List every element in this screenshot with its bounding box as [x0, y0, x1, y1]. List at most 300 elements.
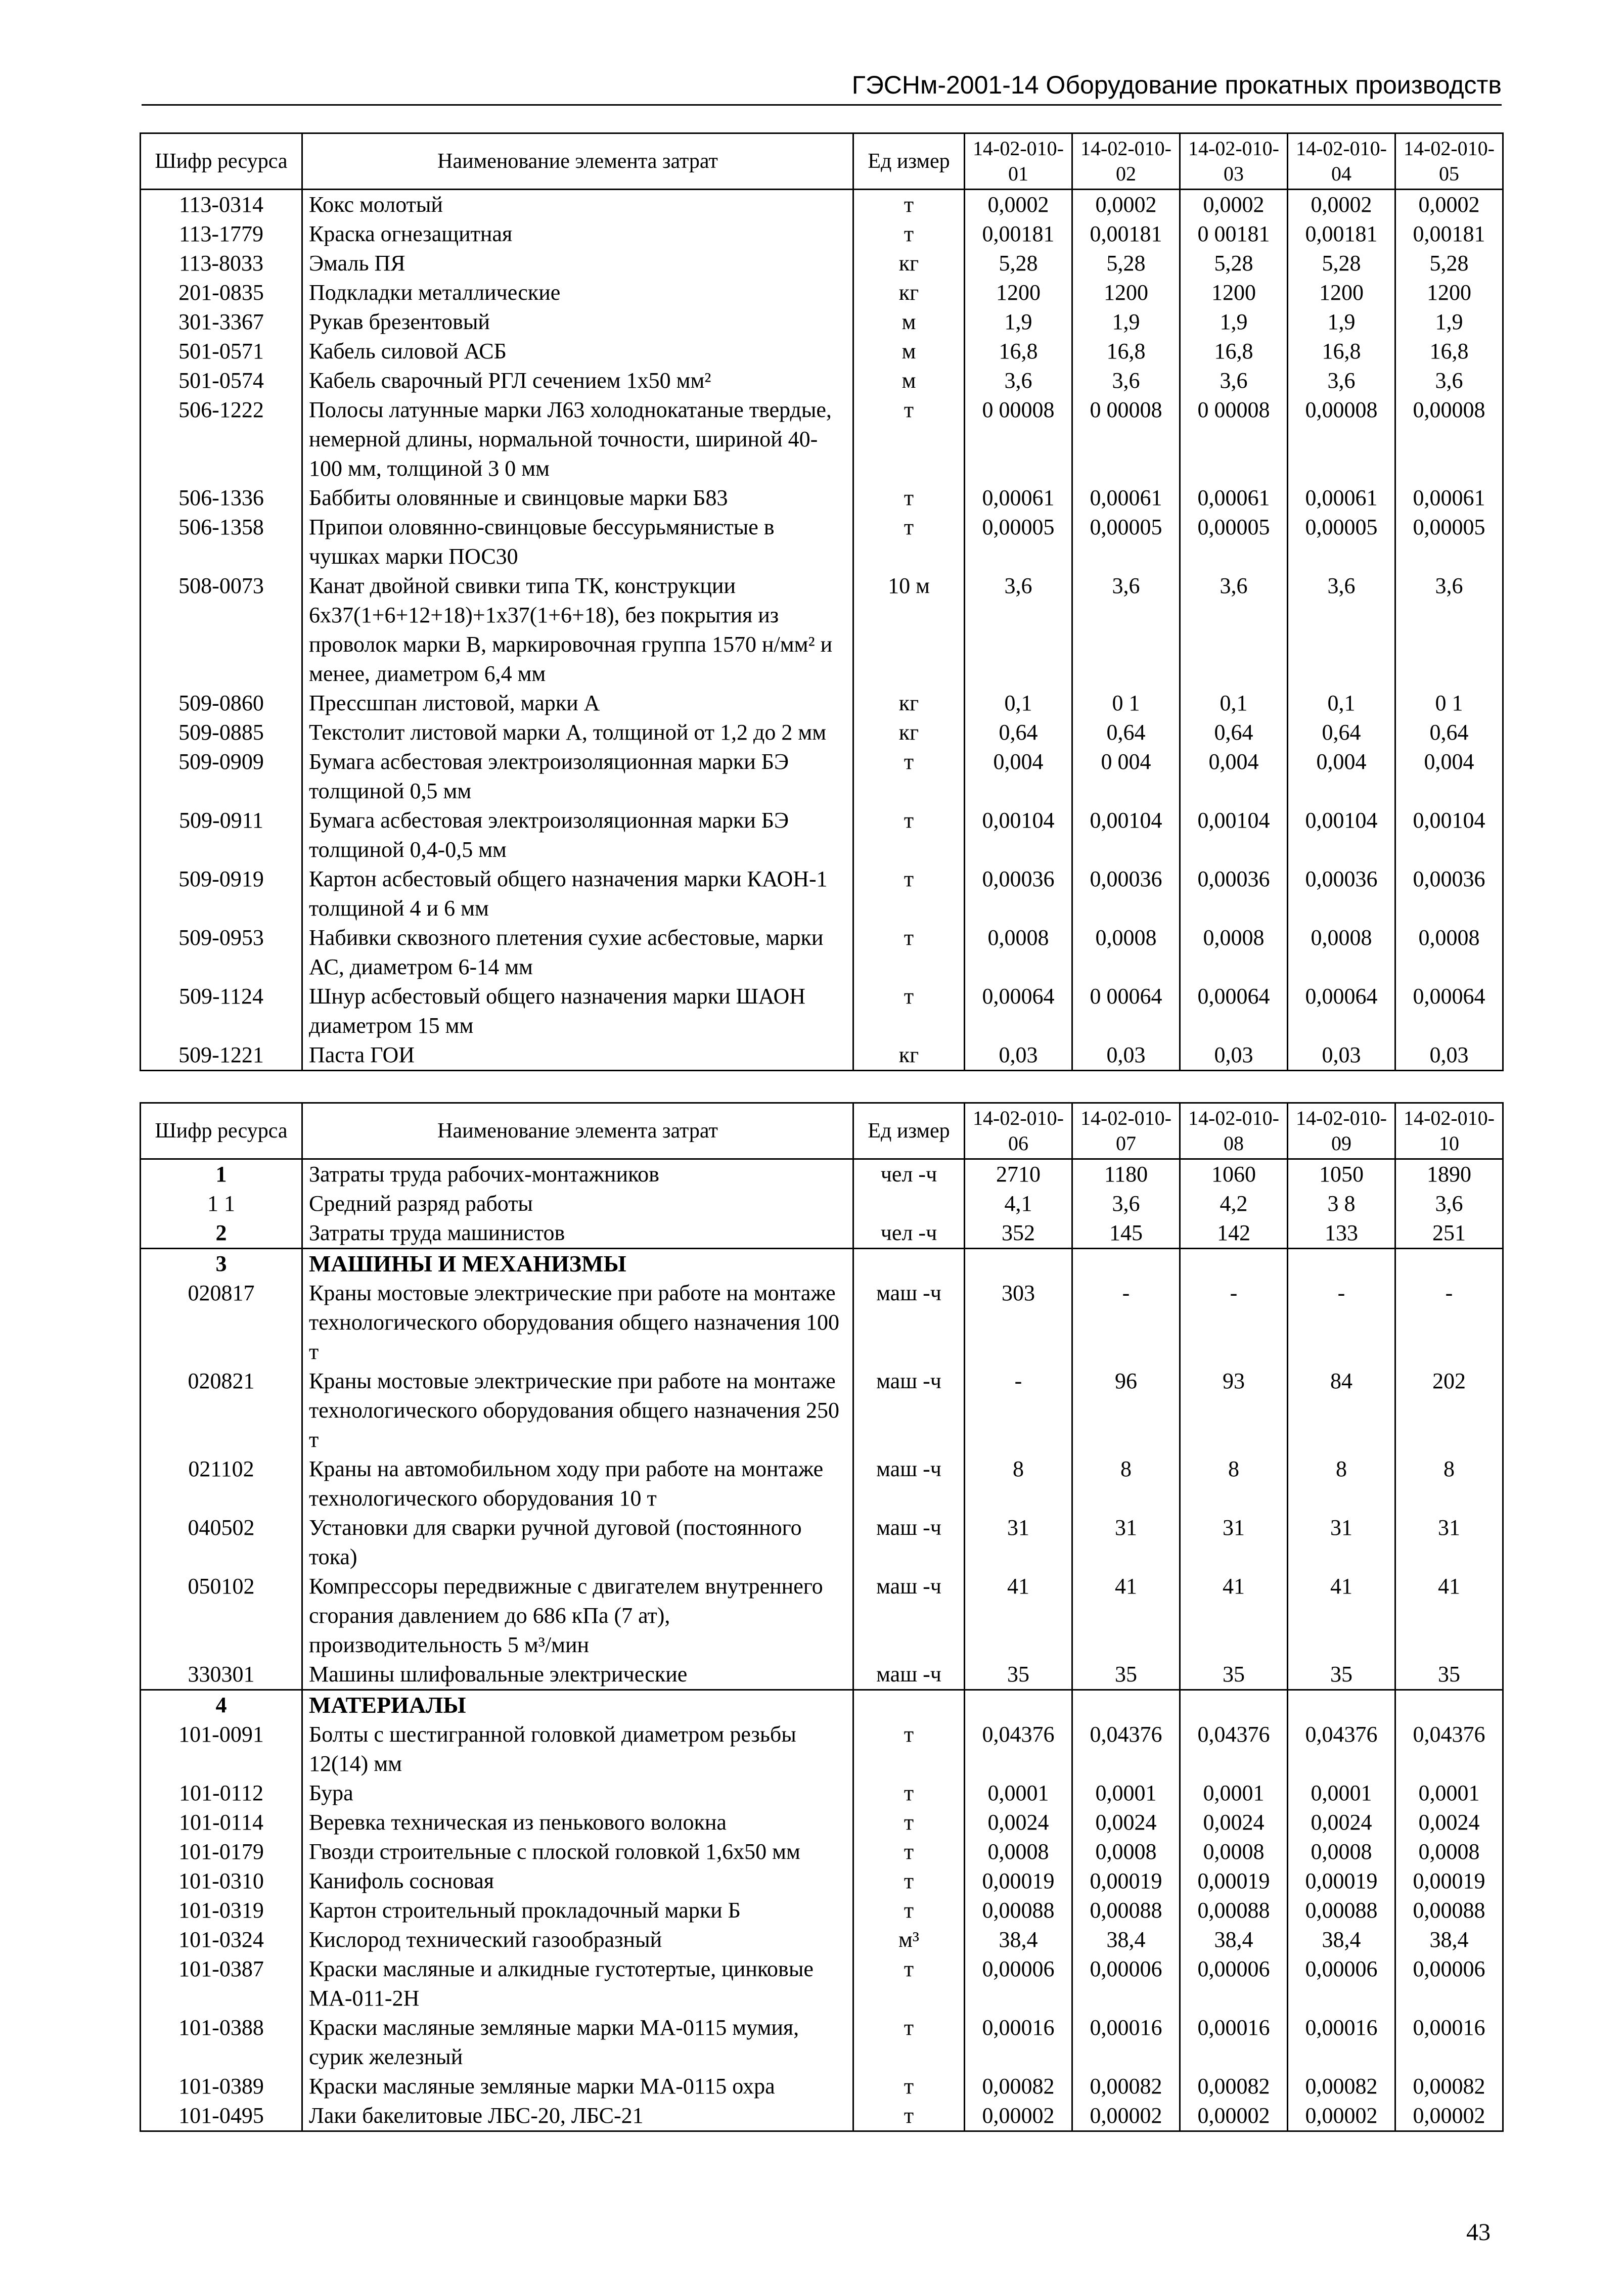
resource-value: 31 [1180, 1513, 1288, 1572]
resource-value: 0,004 [965, 747, 1072, 806]
resource-name: Кокс молотый [302, 190, 853, 220]
resource-value: 0,00036 [1288, 864, 1395, 923]
resource-value: 0 004 [1072, 747, 1180, 806]
resource-code: 509-0860 [141, 689, 302, 718]
resource-name: Затраты труда рабочих-монтажников [302, 1159, 853, 1190]
table-row [141, 571, 1503, 689]
resource-value: 0,0002 [1072, 190, 1180, 220]
table-row [141, 864, 1503, 923]
resource-value: 0 1 [1395, 689, 1503, 718]
resource-value: 4,2 [1180, 1189, 1288, 1218]
resource-value: 3,6 [965, 571, 1072, 689]
resource-unit: т [853, 2101, 965, 2131]
table-row [141, 1925, 1503, 1954]
resource-value: 0,00002 [1072, 2101, 1180, 2131]
resource-value: 0,00016 [1395, 2013, 1503, 2072]
resource-value: 0,0001 [1288, 1779, 1395, 1808]
resource-value: 0,00064 [965, 982, 1072, 1040]
resource-value: 0,0001 [965, 1779, 1072, 1808]
table-row [141, 1779, 1503, 1808]
resource-value: 93 [1180, 1367, 1288, 1454]
resource-unit: т [853, 395, 965, 483]
resource-unit: т [853, 806, 965, 864]
header-col-4: 14-02-010-04 [1288, 133, 1395, 190]
resource-value: 16,8 [1180, 337, 1288, 366]
table-row [141, 1218, 1503, 1249]
resource-value: 0,00036 [1072, 864, 1180, 923]
resource-value: 0,03 [1180, 1040, 1288, 1071]
resource-value: 1200 [1288, 278, 1395, 307]
table-row [141, 2013, 1503, 2072]
resource-name: Гвозди строительные с плоской головкой 1,6х50 мм [302, 1837, 853, 1866]
resource-value: 1,9 [1180, 307, 1288, 337]
resource-value: 0,0008 [1395, 1837, 1503, 1866]
resource-unit: кг [853, 689, 965, 718]
resource-name: Машины шлифовальные электрические [302, 1660, 853, 1690]
resource-code: 113-8033 [141, 249, 302, 278]
resource-value [1072, 1690, 1180, 1720]
resource-code: 2 [141, 1218, 302, 1249]
resource-code: 101-0091 [141, 1720, 302, 1779]
resource-value: 3,6 [1395, 1189, 1503, 1218]
resource-name: Набивки сквозного плетения сухие асбестовые, марки АС, диаметром 6-14 мм [302, 923, 853, 982]
resource-code: 101-0319 [141, 1896, 302, 1925]
resource-name: Затраты труда машинистов [302, 1218, 853, 1249]
resource-value: 0,00008 [1288, 395, 1395, 483]
resource-value: 5,28 [1395, 249, 1503, 278]
resource-unit: кг [853, 718, 965, 747]
resource-value: 0,0002 [965, 190, 1072, 220]
table-row [141, 1572, 1503, 1660]
resource-value: 0 00181 [1180, 219, 1288, 249]
resource-name: Средний разряд работы [302, 1189, 853, 1218]
resource-value: 251 [1395, 1218, 1503, 1249]
table-row [141, 982, 1503, 1040]
resource-name: Краны на автомобильном ходу при работе на монтаже технологического оборудования 10 т [302, 1454, 853, 1513]
resource-name: Болты с шестигранной головкой диаметром резьбы 12(14) мм [302, 1720, 853, 1779]
resource-code: 506-1358 [141, 513, 302, 571]
resource-value: 5,28 [965, 249, 1072, 278]
resource-value: 0,64 [965, 718, 1072, 747]
resource-value: - [1072, 1279, 1180, 1367]
resource-value: 0,004 [1288, 747, 1395, 806]
resource-value: 0,00005 [1395, 513, 1503, 571]
table-header-row [141, 133, 1503, 190]
resource-value: 0,0002 [1288, 190, 1395, 220]
resource-name: Канат двойной свивки типа ТК, конструкции 6х37(1+6+12+18)+1х37(1+6+18), без покрытия из проволок марки В, маркировочная группа 1570 н/мм² и менее, диаметром 6,4 мм [302, 571, 853, 689]
table-row [141, 395, 1503, 483]
resource-unit: т [853, 1720, 965, 1779]
resource-value: 0,00181 [965, 219, 1072, 249]
resource-value: 38,4 [1072, 1925, 1180, 1954]
resource-value: - [1180, 1279, 1288, 1367]
resource-value: 96 [1072, 1367, 1180, 1454]
resource-value: 0,0008 [1288, 923, 1395, 982]
resource-code: 1 [141, 1159, 302, 1190]
table-row [141, 1367, 1503, 1454]
resource-unit [853, 1690, 965, 1720]
resource-value: 16,8 [1395, 337, 1503, 366]
resource-value: 41 [965, 1572, 1072, 1660]
resource-code: 508-0073 [141, 571, 302, 689]
resource-value: 0,00019 [1072, 1866, 1180, 1896]
resource-value: 0,00016 [965, 2013, 1072, 2072]
resource-value: 0,004 [1180, 747, 1288, 806]
resource-value: 41 [1395, 1572, 1503, 1660]
resource-value: 84 [1288, 1367, 1395, 1454]
resource-code: 501-0571 [141, 337, 302, 366]
resource-value: 0,03 [1288, 1040, 1395, 1071]
header-col-3: 14-02-010-08 [1180, 1103, 1288, 1159]
header-name: Наименование элемента затрат [302, 1103, 853, 1159]
resource-value: 0,00061 [1072, 483, 1180, 513]
resource-value: 35 [1072, 1660, 1180, 1690]
section-row [141, 1690, 1503, 1720]
resource-value: 3,6 [1395, 571, 1503, 689]
table-row [141, 1040, 1503, 1071]
resources-table-1 [140, 132, 1504, 1071]
resource-value: 0,04376 [1288, 1720, 1395, 1779]
resource-value: 0,00008 [1395, 395, 1503, 483]
resource-code: 101-0388 [141, 2013, 302, 2072]
resource-value: 0,0008 [1180, 1837, 1288, 1866]
resource-name: Бумага асбестовая электроизоляционная марки БЭ толщиной 0,5 мм [302, 747, 853, 806]
resource-unit: чел -ч [853, 1159, 965, 1190]
resource-value: 41 [1180, 1572, 1288, 1660]
resource-value [965, 1249, 1072, 1279]
resource-value: 0,00016 [1288, 2013, 1395, 2072]
resource-value [1288, 1249, 1395, 1279]
resource-value: 0,00181 [1072, 219, 1180, 249]
resource-code: 501-0574 [141, 366, 302, 395]
resource-value: 16,8 [965, 337, 1072, 366]
resource-code: 101-0495 [141, 2101, 302, 2131]
resource-value: 0,00016 [1180, 2013, 1288, 2072]
resource-value: 3,6 [1072, 571, 1180, 689]
resource-value: 0,00002 [1288, 2101, 1395, 2131]
resource-value [1180, 1249, 1288, 1279]
resource-value: 0,0001 [1072, 1779, 1180, 1808]
resource-value: 133 [1288, 1218, 1395, 1249]
resource-code: 020821 [141, 1367, 302, 1454]
resource-value: 0,00104 [1395, 806, 1503, 864]
resource-value [1072, 1249, 1180, 1279]
header-col-5: 14-02-010-10 [1395, 1103, 1503, 1159]
resource-name: Кабель силовой АСБ [302, 337, 853, 366]
resource-value: 0,04376 [1395, 1720, 1503, 1779]
table-row [141, 190, 1503, 220]
resource-name: Краны мостовые электрические при работе на монтаже технологического оборудования общего назначения 100 т [302, 1279, 853, 1367]
resource-unit: т [853, 2013, 965, 2072]
resource-name: МАШИНЫ И МЕХАНИЗМЫ [302, 1249, 853, 1279]
resource-value: 0,00104 [1288, 806, 1395, 864]
resource-value: 5,28 [1072, 249, 1180, 278]
section-row [141, 1249, 1503, 1279]
resource-value [1288, 1690, 1395, 1720]
resource-value: 0,00005 [1180, 513, 1288, 571]
resource-value: 16,8 [1072, 337, 1180, 366]
resource-value: 0,00019 [1180, 1866, 1288, 1896]
resource-value: 4,1 [965, 1189, 1072, 1218]
table-row [141, 1866, 1503, 1896]
resource-value: 0,00005 [1072, 513, 1180, 571]
resource-value: 0,0008 [965, 923, 1072, 982]
resource-value: 31 [1395, 1513, 1503, 1572]
resource-value: 0,00064 [1395, 982, 1503, 1040]
resource-value: 0,00006 [1180, 1954, 1288, 2013]
table-row [141, 689, 1503, 718]
resource-name: Краска огнезащитная [302, 219, 853, 249]
resource-name: Краски масляные и алкидные густотертые, цинковые МА-011-2Н [302, 1954, 853, 2013]
resource-value: 1890 [1395, 1159, 1503, 1190]
resource-name: Паста ГОИ [302, 1040, 853, 1071]
table-body-2 [141, 1159, 1503, 2131]
header-col-2: 14-02-010-07 [1072, 1103, 1180, 1159]
resource-value: 0,64 [1395, 718, 1503, 747]
resource-code: 101-0389 [141, 2072, 302, 2101]
resource-value: 0,00006 [1072, 1954, 1180, 2013]
resource-value: 0,0002 [1395, 190, 1503, 220]
resource-name: МАТЕРИАЛЫ [302, 1690, 853, 1720]
resource-value: 8 [1395, 1454, 1503, 1513]
resource-unit: т [853, 1837, 965, 1866]
resource-value: 142 [1180, 1218, 1288, 1249]
resource-name: Кабель сварочный РГЛ сечением 1х50 мм² [302, 366, 853, 395]
resource-name: Краны мостовые электрические при работе на монтаже технологического оборудования общего назначения 250 т [302, 1367, 853, 1454]
resource-value: 0 00008 [965, 395, 1072, 483]
resource-name: Полосы латунные марки Л63 холоднокатаные твердые, немерной длины, нормальной точности, шириной 40-100 мм, толщиной 3 0 мм [302, 395, 853, 483]
resource-value: 0,00181 [1288, 219, 1395, 249]
resource-value: - [1395, 1279, 1503, 1367]
resource-value: 0,00036 [1395, 864, 1503, 923]
resource-unit: т [853, 1866, 965, 1896]
resource-value: 0,00005 [1288, 513, 1395, 571]
header-code: Шифр ресурса [141, 1103, 302, 1159]
resource-value: 0,00016 [1072, 2013, 1180, 2072]
resource-unit: м [853, 337, 965, 366]
resource-value: 41 [1288, 1572, 1395, 1660]
resource-value: 0,00082 [1395, 2072, 1503, 2101]
resource-unit: чел -ч [853, 1218, 965, 1249]
resource-value: 0,00019 [1395, 1866, 1503, 1896]
resource-unit [853, 1249, 965, 1279]
resource-value: 3,6 [1180, 571, 1288, 689]
resource-value: 3,6 [1072, 1189, 1180, 1218]
resource-value: 35 [965, 1660, 1072, 1690]
resource-name: Лаки бакелитовые ЛБС-20, ЛБС-21 [302, 2101, 853, 2131]
resource-value: 3,6 [1288, 571, 1395, 689]
resource-value: 0,00002 [1395, 2101, 1503, 2131]
resource-name: Текстолит листовой марки А, толщиной от 1,2 до 2 мм [302, 718, 853, 747]
resource-unit: т [853, 219, 965, 249]
resource-value [1395, 1690, 1503, 1720]
resource-value: 0,00019 [965, 1866, 1072, 1896]
resource-value: 0,0008 [1072, 1837, 1180, 1866]
resource-value: 0,00088 [965, 1896, 1072, 1925]
resource-unit: т [853, 1779, 965, 1808]
resource-value: 0,04376 [1072, 1720, 1180, 1779]
resource-code: 4 [141, 1690, 302, 1720]
resource-value: 0,00104 [965, 806, 1072, 864]
resource-unit: т [853, 483, 965, 513]
resource-code: 050102 [141, 1572, 302, 1660]
resource-value: 0,00002 [1180, 2101, 1288, 2131]
resource-value: 0 00008 [1180, 395, 1288, 483]
resource-value: 0,00181 [1395, 219, 1503, 249]
table-row [141, 1720, 1503, 1779]
resource-value: 31 [1072, 1513, 1180, 1572]
resource-value: 1050 [1288, 1159, 1395, 1190]
resource-value: 0 00064 [1072, 982, 1180, 1040]
resource-code: 3 [141, 1249, 302, 1279]
resources-table-2 [140, 1102, 1504, 2132]
resource-unit: маш -ч [853, 1279, 965, 1367]
resource-name: Прессшпан листовой, марки А [302, 689, 853, 718]
header-col-2: 14-02-010-02 [1072, 133, 1180, 190]
resource-code: 040502 [141, 1513, 302, 1572]
resource-unit: м [853, 307, 965, 337]
resource-value: 8 [1288, 1454, 1395, 1513]
resource-value: 1,9 [1072, 307, 1180, 337]
resource-value: 0 00008 [1072, 395, 1180, 483]
table-row [141, 483, 1503, 513]
header-col-3: 14-02-010-03 [1180, 133, 1288, 190]
resource-value: 0,00104 [1072, 806, 1180, 864]
resource-name: Эмаль ПЯ [302, 249, 853, 278]
resource-value: 8 [1072, 1454, 1180, 1513]
resource-value: 0,0008 [1072, 923, 1180, 982]
resource-code: 509-0911 [141, 806, 302, 864]
resource-value: 3 8 [1288, 1189, 1395, 1218]
page-number: 43 [1466, 2219, 1491, 2246]
resource-value: 3,6 [1288, 366, 1395, 395]
resource-value: 38,4 [1288, 1925, 1395, 1954]
table-row [141, 1513, 1503, 1572]
resource-code: 509-0919 [141, 864, 302, 923]
resource-value: 1060 [1180, 1159, 1288, 1190]
resource-value: 35 [1180, 1660, 1288, 1690]
resource-value: 0,00019 [1288, 1866, 1395, 1896]
resource-unit [853, 1189, 965, 1218]
resource-value: 0,00082 [1180, 2072, 1288, 2101]
resource-unit: т [853, 190, 965, 220]
resource-value: - [1288, 1279, 1395, 1367]
table-row [141, 1660, 1503, 1690]
resource-value: 0,64 [1288, 718, 1395, 747]
resource-name: Припои оловянно-свинцовые бессурьмянистые в чушках марки ПОС30 [302, 513, 853, 571]
resource-value: 0,00082 [965, 2072, 1072, 2101]
table-row [141, 278, 1503, 307]
table-row [141, 806, 1503, 864]
resource-value: 8 [1180, 1454, 1288, 1513]
resource-code: 509-1221 [141, 1040, 302, 1071]
resource-unit: т [853, 864, 965, 923]
resource-value: 0 1 [1072, 689, 1180, 718]
resource-value: 0,00088 [1180, 1896, 1288, 1925]
resource-unit: кг [853, 1040, 965, 1071]
table-row [141, 2072, 1503, 2101]
resource-value: 303 [965, 1279, 1072, 1367]
resource-value: - [965, 1367, 1072, 1454]
resource-value: 1200 [1072, 278, 1180, 307]
resource-value: 0,1 [965, 689, 1072, 718]
resource-value: 31 [1288, 1513, 1395, 1572]
resource-value: 0,00036 [1180, 864, 1288, 923]
resource-unit: маш -ч [853, 1454, 965, 1513]
resource-name: Кислород технический газообразный [302, 1925, 853, 1954]
resource-unit: маш -ч [853, 1660, 965, 1690]
resource-name: Компрессоры передвижные с двигателем внутреннего сгорания давлением до 686 кПа (7 ат), производительность 5 м³/мин [302, 1572, 853, 1660]
resource-code: 101-0387 [141, 1954, 302, 2013]
resource-value: 0,03 [965, 1040, 1072, 1071]
resource-value: 0,0008 [965, 1837, 1072, 1866]
resource-code: 101-0114 [141, 1808, 302, 1837]
table-row [141, 1189, 1503, 1218]
resource-value: 0,0008 [1395, 923, 1503, 982]
resource-code: 101-0324 [141, 1925, 302, 1954]
table-row [141, 923, 1503, 982]
resource-value: 3,6 [1395, 366, 1503, 395]
header-name: Наименование элемента затрат [302, 133, 853, 190]
resource-value: 1180 [1072, 1159, 1180, 1190]
table-row [141, 366, 1503, 395]
header-code: Шифр ресурса [141, 133, 302, 190]
resource-value: 0,00006 [965, 1954, 1072, 2013]
resource-value: 0,1 [1288, 689, 1395, 718]
resource-name: Бумага асбестовая электроизоляционная марки БЭ толщиной 0,4-0,5 мм [302, 806, 853, 864]
resource-value: 0,0024 [965, 1808, 1072, 1837]
resource-name: Подкладки металлические [302, 278, 853, 307]
table-row [141, 1159, 1503, 1190]
resource-value: 0,00061 [1288, 483, 1395, 513]
resource-unit: маш -ч [853, 1513, 965, 1572]
resource-unit: 10 м [853, 571, 965, 689]
resource-value: 0,0001 [1180, 1779, 1288, 1808]
resource-unit: т [853, 923, 965, 982]
resource-value [1180, 1690, 1288, 1720]
resource-value: 0,00006 [1288, 1954, 1395, 2013]
table-row [141, 1808, 1503, 1837]
resource-value: 0,00002 [965, 2101, 1072, 2131]
table-row [141, 1454, 1503, 1513]
page-header-title: ГЭСНм-2001-14 Оборудование прокатных производств [851, 71, 1502, 99]
resource-value: 0,00061 [1180, 483, 1288, 513]
resource-value: 0,0024 [1072, 1808, 1180, 1837]
resource-value: 16,8 [1288, 337, 1395, 366]
resource-value: 38,4 [1395, 1925, 1503, 1954]
resource-value: 0,00061 [1395, 483, 1503, 513]
table-body-1 [141, 190, 1503, 1071]
resource-code: 509-1124 [141, 982, 302, 1040]
table-row [141, 1279, 1503, 1367]
resource-name: Бура [302, 1779, 853, 1808]
resource-value: 3,6 [965, 366, 1072, 395]
resource-unit: кг [853, 249, 965, 278]
resource-value: 5,28 [1288, 249, 1395, 278]
resource-code: 101-0112 [141, 1779, 302, 1808]
resource-code: 509-0953 [141, 923, 302, 982]
resource-value: 0,00005 [965, 513, 1072, 571]
resource-value: 2710 [965, 1159, 1072, 1190]
resource-value: 0,00061 [965, 483, 1072, 513]
resource-value: 0,04376 [965, 1720, 1072, 1779]
table-row [141, 2101, 1503, 2131]
resource-value: 0,00104 [1180, 806, 1288, 864]
resource-unit: т [853, 747, 965, 806]
resource-value: 0,0008 [1180, 923, 1288, 982]
resource-name: Баббиты оловянные и свинцовые марки Б83 [302, 483, 853, 513]
resource-value: 145 [1072, 1218, 1180, 1249]
